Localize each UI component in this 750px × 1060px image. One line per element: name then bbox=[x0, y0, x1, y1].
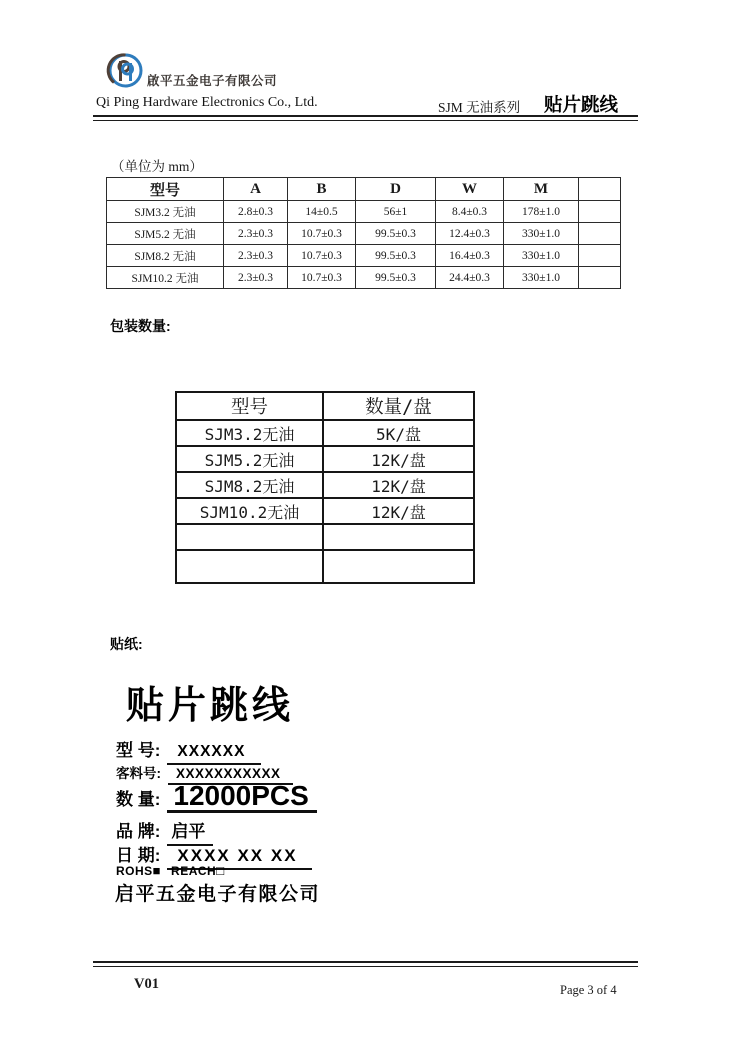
field-customer-part-no-label: 客料号: bbox=[116, 766, 161, 781]
table-row bbox=[107, 267, 621, 289]
sticker-title: 贴纸: bbox=[110, 636, 143, 652]
table-row bbox=[176, 498, 474, 524]
column-header: D bbox=[356, 178, 436, 201]
spec-table bbox=[106, 177, 621, 289]
table-cell: 99.5±0.3 bbox=[356, 267, 436, 289]
company-name-en: Qi Ping Hardware Electronics Co., Ltd. bbox=[96, 95, 318, 110]
field-date-label: 日 期: bbox=[116, 846, 161, 865]
table-cell: 56±1 bbox=[356, 201, 436, 223]
column-header: 型号 bbox=[107, 178, 224, 201]
unit-note: （单位为 mm） bbox=[111, 159, 203, 174]
table-cell: SJM10.2无油 bbox=[176, 498, 323, 524]
column-header bbox=[579, 178, 621, 201]
table-cell: SJM8.2 无油 bbox=[107, 245, 224, 267]
packing-quantity-title: 包装数量: bbox=[110, 318, 171, 334]
field-date-value: XXXX XX XX bbox=[167, 846, 311, 870]
column-header: 数量/盘 bbox=[323, 392, 474, 420]
sticker-company-name: 启平五金电子有限公司 bbox=[115, 884, 321, 905]
field-quantity-value: 12000PCS bbox=[167, 781, 316, 813]
table-row bbox=[176, 550, 474, 583]
company-logo qp-monogram-icon bbox=[105, 51, 146, 92]
table-cell bbox=[579, 267, 621, 289]
table-cell: 2.3±0.3 bbox=[224, 223, 288, 245]
table-cell bbox=[176, 550, 323, 583]
table-cell: SJM8.2无油 bbox=[176, 472, 323, 498]
table-cell bbox=[579, 223, 621, 245]
field-model-value: XXXXXX bbox=[167, 743, 261, 765]
table-cell: 14±0.5 bbox=[288, 201, 356, 223]
header-divider bbox=[93, 115, 638, 121]
table-cell: 12K/盘 bbox=[323, 472, 474, 498]
reach-label: REACH bbox=[171, 864, 217, 878]
table-cell: 99.5±0.3 bbox=[356, 223, 436, 245]
table-cell: 16.4±0.3 bbox=[436, 245, 504, 267]
column-header: W bbox=[436, 178, 504, 201]
column-header: M bbox=[504, 178, 579, 201]
table-cell: 2.3±0.3 bbox=[224, 267, 288, 289]
field-brand-label: 品 牌: bbox=[116, 822, 161, 841]
table-cell: SJM3.2 无油 bbox=[107, 201, 224, 223]
table-cell: 330±1.0 bbox=[504, 223, 579, 245]
table-cell: 12K/盘 bbox=[323, 446, 474, 472]
company-name-cn: 啟平五金电子有限公司 bbox=[147, 74, 278, 88]
table-cell bbox=[323, 524, 474, 550]
series-label: SJM 无油系列 bbox=[438, 100, 521, 115]
compliance-line bbox=[116, 863, 225, 878]
page-number: Page 3 of 4 bbox=[560, 983, 617, 997]
packing-table bbox=[175, 391, 475, 584]
table-row bbox=[107, 245, 621, 267]
field-customer-part-no-value: XXXXXXXXXXX bbox=[168, 766, 293, 785]
table-row bbox=[176, 472, 474, 498]
table-cell: SJM10.2 无油 bbox=[107, 267, 224, 289]
table-cell: 99.5±0.3 bbox=[356, 245, 436, 267]
table-cell: 330±1.0 bbox=[504, 267, 579, 289]
table-row bbox=[176, 524, 474, 550]
table-cell bbox=[323, 550, 474, 583]
table-cell: 10.7±0.3 bbox=[288, 223, 356, 245]
table-cell: 2.8±0.3 bbox=[224, 201, 288, 223]
column-header: B bbox=[288, 178, 356, 201]
table-cell: 12.4±0.3 bbox=[436, 223, 504, 245]
table-cell: 330±1.0 bbox=[504, 245, 579, 267]
table-cell bbox=[579, 201, 621, 223]
column-header: 型号 bbox=[176, 392, 323, 420]
table-cell: 12K/盘 bbox=[323, 498, 474, 524]
footer-divider bbox=[93, 961, 638, 967]
field-model-label: 型 号: bbox=[116, 741, 161, 760]
label-product-title: 贴片跳线 bbox=[126, 685, 295, 727]
table-cell: 10.7±0.3 bbox=[288, 267, 356, 289]
column-header: A bbox=[224, 178, 288, 201]
table-cell: 2.3±0.3 bbox=[224, 245, 288, 267]
table-cell: SJM3.2无油 bbox=[176, 420, 323, 446]
reach-checkbox-empty-icon: □ bbox=[216, 863, 225, 878]
table-cell: SJM5.2无油 bbox=[176, 446, 323, 472]
rohs-label: ROHS bbox=[116, 864, 153, 878]
field-quantity-label: 数 量: bbox=[116, 790, 161, 809]
product-title: 贴片跳线 bbox=[544, 96, 619, 116]
table-row bbox=[176, 420, 474, 446]
table-cell: 178±1.0 bbox=[504, 201, 579, 223]
table-cell bbox=[176, 524, 323, 550]
table-cell bbox=[579, 245, 621, 267]
table-cell: 24.4±0.3 bbox=[436, 267, 504, 289]
version-label: V01 bbox=[134, 976, 159, 992]
table-row bbox=[107, 201, 621, 223]
rohs-checkbox-filled-icon: ■ bbox=[152, 863, 162, 878]
table-row bbox=[176, 446, 474, 472]
field-quantity bbox=[116, 781, 317, 813]
table-cell: 5K/盘 bbox=[323, 420, 474, 446]
table-row bbox=[107, 223, 621, 245]
header-row bbox=[176, 392, 474, 420]
table-cell: SJM5.2 无油 bbox=[107, 223, 224, 245]
header-row bbox=[107, 178, 621, 201]
field-model bbox=[116, 736, 261, 765]
table-cell: 8.4±0.3 bbox=[436, 201, 504, 223]
field-brand-value: 启平 bbox=[167, 817, 213, 846]
table-cell: 10.7±0.3 bbox=[288, 245, 356, 267]
